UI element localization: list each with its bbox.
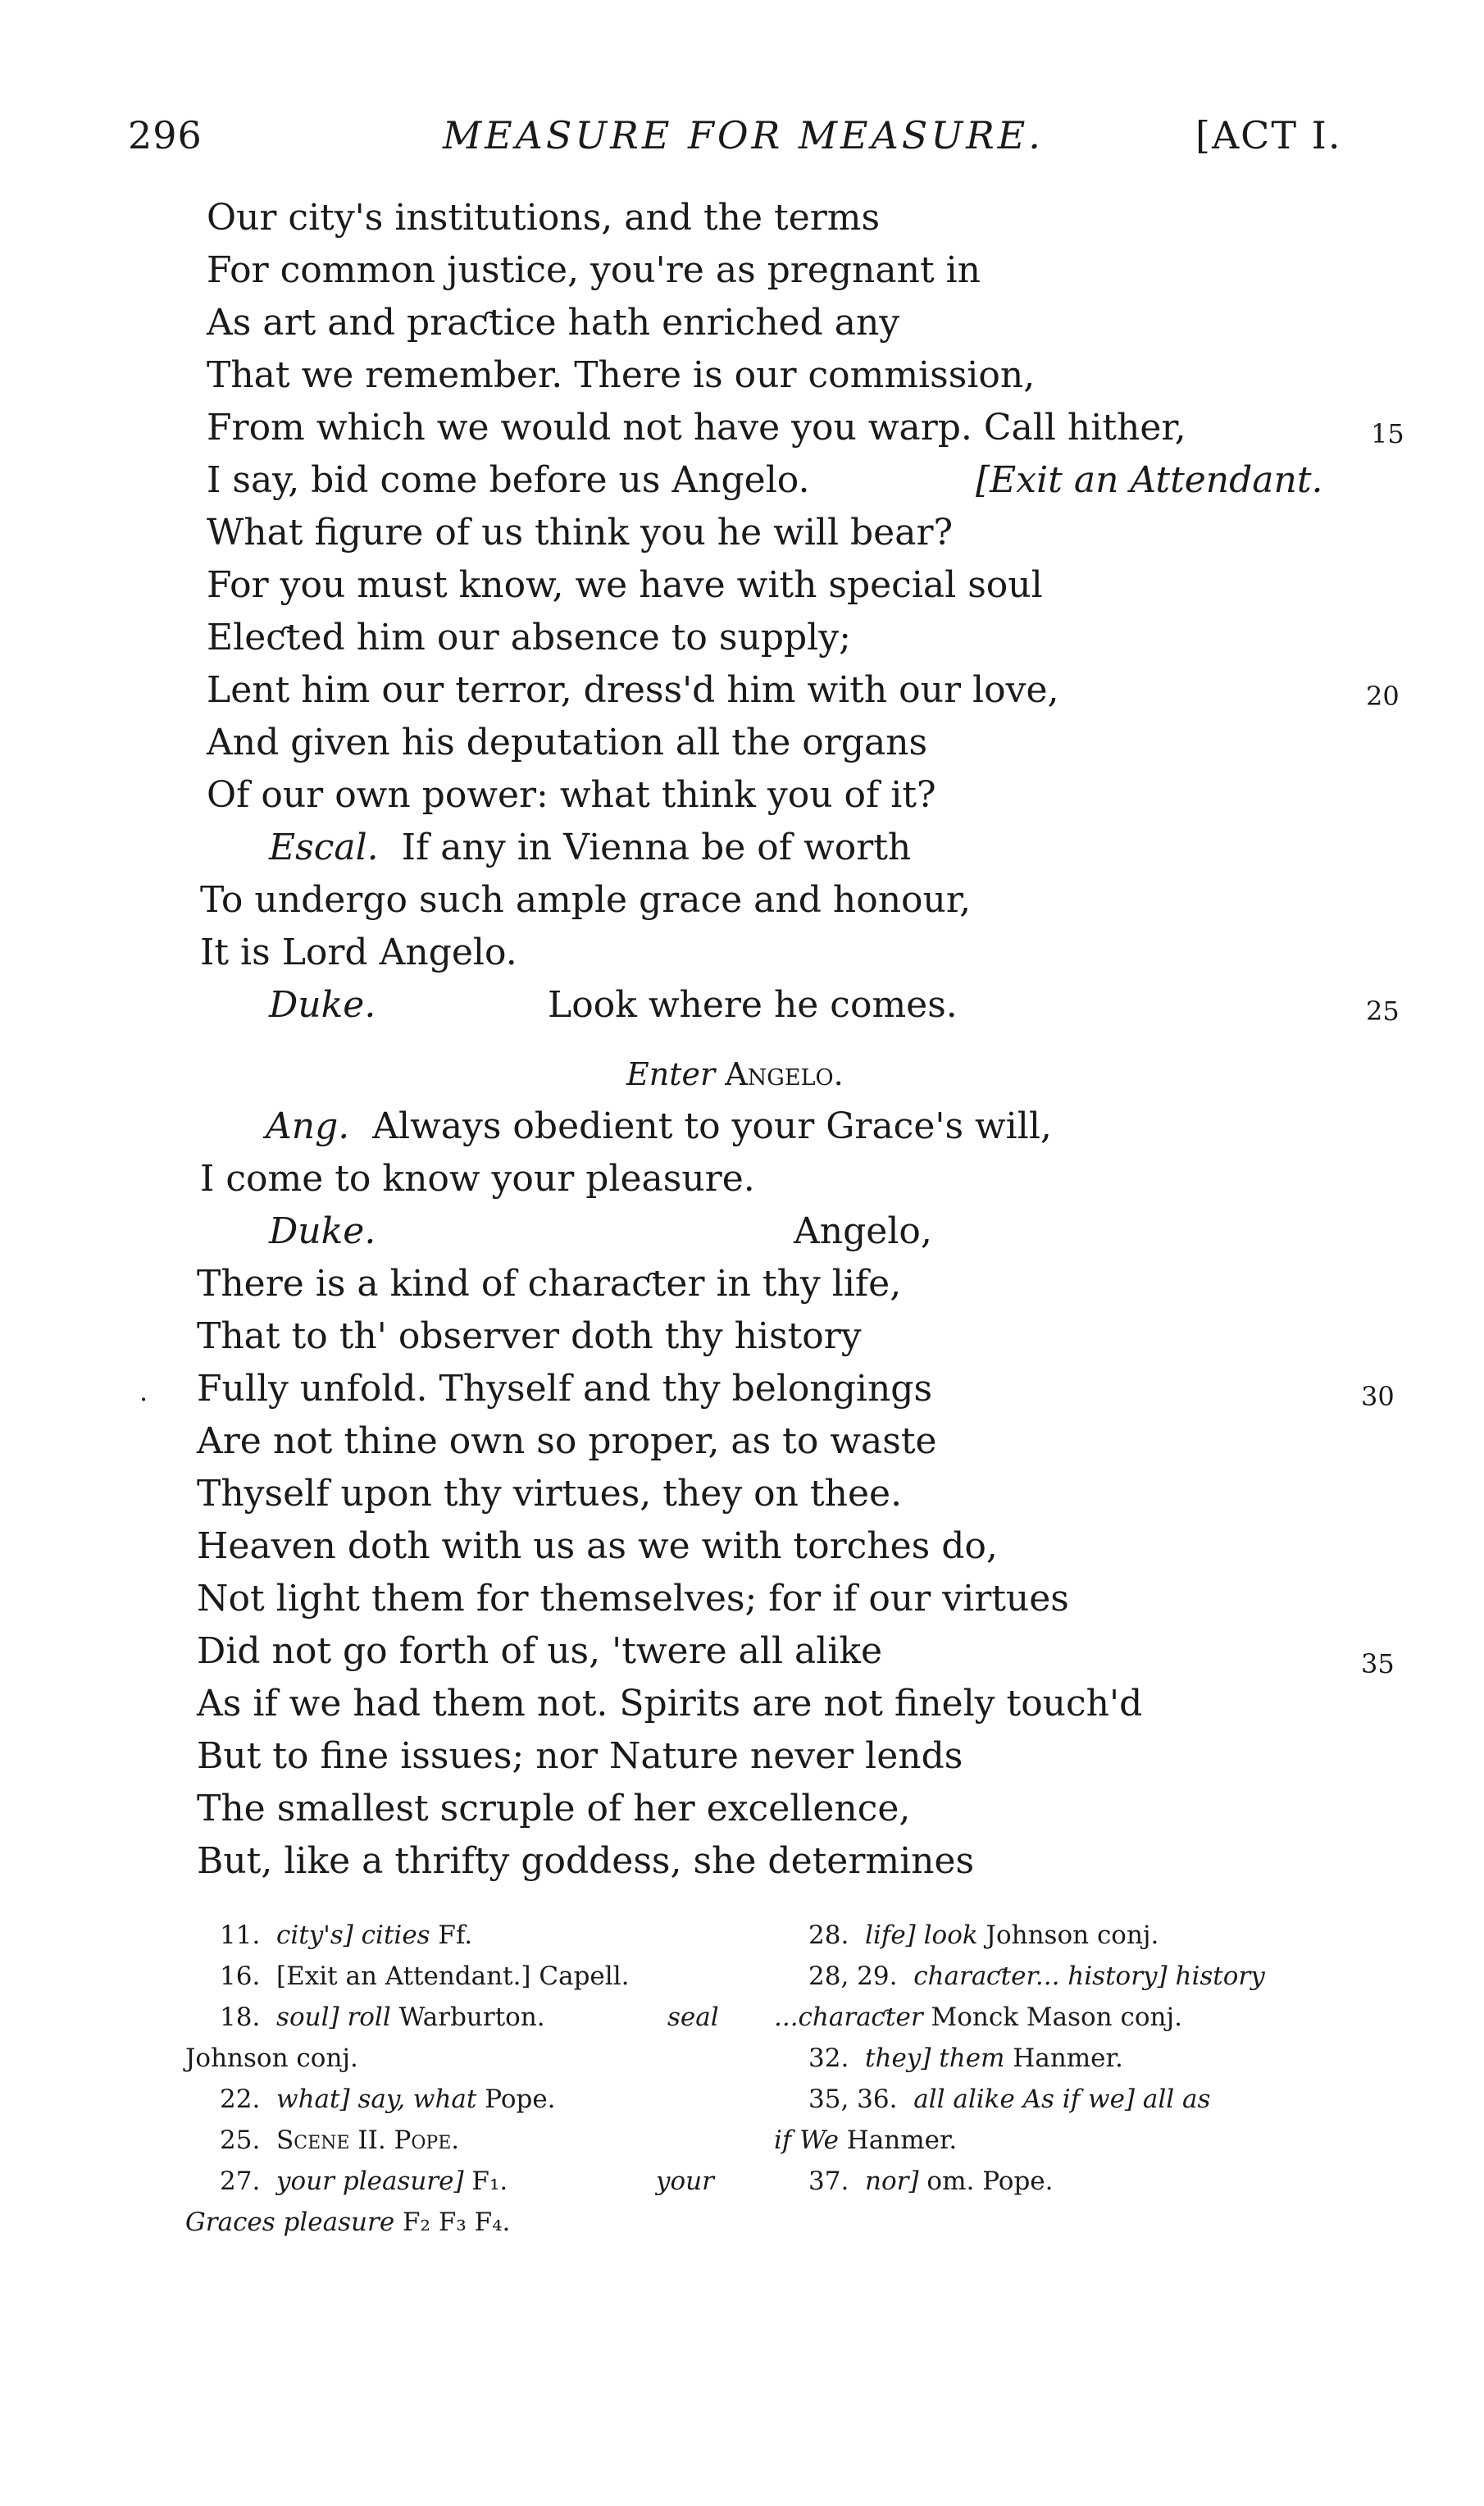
footnote: 27. your pleasure] F₁. — [220, 2167, 508, 2196]
footnote-continuation: seal — [667, 2003, 719, 2032]
speaker-name: Duke. — [269, 1210, 376, 1252]
verse-line: For common justice, you're as pregnant in — [207, 249, 981, 291]
verse-line: As if we had them not. Spirits are not finely touch'd — [197, 1683, 1143, 1725]
line-number: 15 — [1371, 418, 1404, 449]
verse-line: That to th' observer doth thy history — [197, 1315, 862, 1357]
line-number: 20 — [1366, 681, 1400, 712]
verse-line: Of our own power: what think you of it? — [207, 774, 936, 816]
footnote: 18. soul] roll Warburton. — [220, 2003, 545, 2032]
verse-line: For you must know, we have with special soul — [207, 564, 1043, 606]
verse-line: What figure of us think you he will bear? — [207, 512, 954, 554]
footnote: 16. [Exit an Attendant.] Capell. — [220, 1962, 630, 1991]
speaker-name: Ang. — [266, 1105, 350, 1147]
footnote: 11. city's] cities Ff. — [220, 1921, 473, 1950]
verse-line: Eleƈted him our absence to supply; — [207, 617, 851, 658]
verse-line: And given his deputation all the organs — [207, 722, 928, 763]
verse-line: Thyself upon thy virtues, they on thee. — [197, 1473, 903, 1515]
verse-line: But to fine issues; nor Nature never lends — [197, 1735, 963, 1777]
verse-line: Ang. Always obedient to your Grace's will, — [266, 1105, 1052, 1147]
footnote: 35, 36. all alike As if we] all as — [808, 2085, 1211, 2114]
footnote-continuation: your — [656, 2167, 714, 2196]
verse-line: But, like a thrifty goddess, she determines — [197, 1840, 975, 1882]
verse-line: I say, bid come before us Angelo. — [207, 459, 810, 501]
line-number: 25 — [1366, 996, 1400, 1027]
footnote: 37. nor] om. Pope. — [808, 2167, 1054, 2196]
verse-line — [269, 1210, 376, 1252]
footnote: 28. life] look Johnson conj. — [808, 1921, 1159, 1950]
verse-line: As art and praƈtice hath enriched any — [207, 302, 900, 344]
footnote: 32. they] them Hanmer. — [808, 2044, 1123, 2073]
verse-line: Fully unfold. Thyself and thy belongings — [197, 1368, 933, 1410]
verse-line: That we remember. There is our commission, — [207, 354, 1036, 396]
speaker-name: Escal. — [269, 827, 379, 868]
footnote: 25. Scene II. Pope. — [220, 2126, 460, 2155]
verse-line — [269, 984, 376, 1026]
stage-direction: Enter Angelo. — [626, 1056, 844, 1092]
verse-line: Angelo, — [794, 1210, 932, 1252]
footnote: if We Hanmer. — [774, 2126, 958, 2155]
verse-line: The smallest scruple of her excellence, — [197, 1788, 911, 1829]
verse-line: Escal. If any in Vienna be of worth — [269, 827, 912, 868]
footnote: ...charaƈter Monck Mason conj. — [774, 2003, 1182, 2032]
exit-direction: [Exit an Attendant. — [976, 459, 1323, 501]
verse-line: Did not go forth of us, 'twere all alike — [197, 1630, 883, 1672]
verse-line: Heaven doth with us as we with torches do, — [197, 1525, 998, 1567]
margin-mark: . — [139, 1376, 148, 1407]
footnote: 22. what] say, what Pope. — [220, 2085, 556, 2114]
footnote: 28, 29. charaƈter... history] history — [808, 1962, 1265, 1991]
verse-line: Are not thine own so proper, as to waste — [197, 1420, 937, 1462]
running-title: MEASURE FOR MEASURE. — [443, 113, 1044, 157]
footnote: Graces pleasure F₂ F₃ F₄. — [185, 2208, 511, 2237]
speaker-name: Duke. — [269, 984, 376, 1026]
verse-line: I come to know your pleasure. — [200, 1158, 755, 1200]
verse-line: Lent him our terror, dress'd him with our love, — [207, 669, 1059, 711]
footnote: Johnson conj. — [185, 2044, 358, 2073]
verse-line: To undergo such ample grace and honour, — [200, 879, 972, 921]
line-number: 35 — [1361, 1648, 1395, 1679]
verse-line: Not light them for themselves; for if our virtues — [197, 1578, 1069, 1620]
verse-line: It is Lord Angelo. — [200, 932, 517, 973]
verse-line: From which we would not have you warp. Call hither, — [207, 407, 1186, 449]
verse-line: There is a kind of charaƈter in thy life, — [197, 1263, 902, 1305]
act-label: [ACT I. — [1195, 113, 1342, 157]
page-number: 296 — [128, 113, 203, 157]
line-number: 30 — [1361, 1381, 1395, 1412]
verse-line: Look where he comes. — [548, 984, 958, 1026]
verse-line: Our city's institutions, and the terms — [207, 197, 881, 239]
